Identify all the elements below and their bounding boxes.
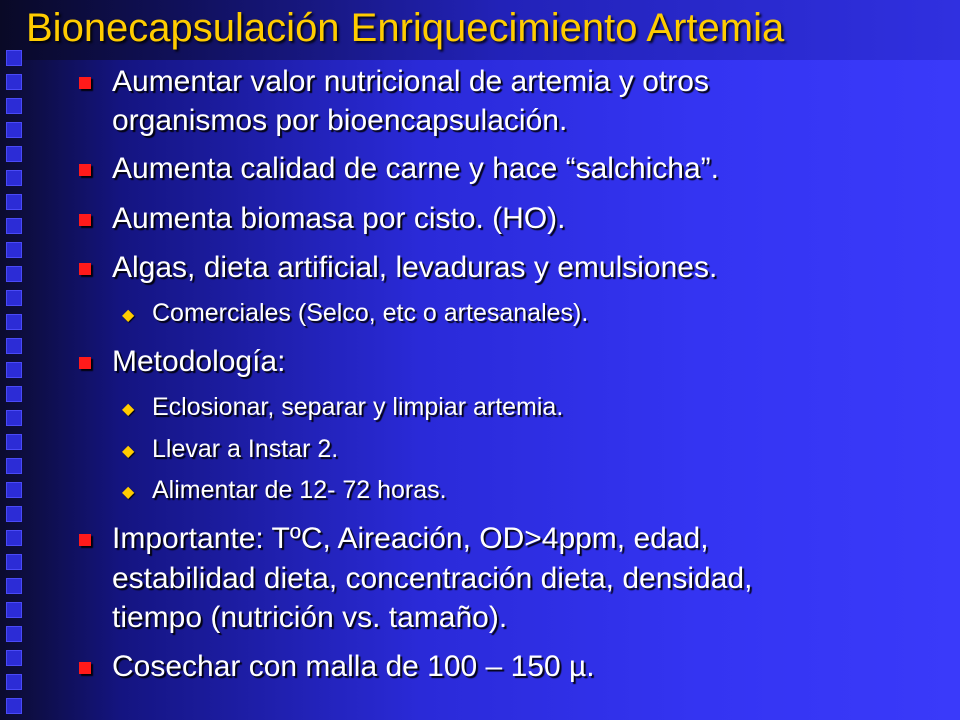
bullet-2-line-1: Aumenta calidad de carne y hace “salchicha”. xyxy=(112,152,720,185)
decorative-square xyxy=(6,674,22,690)
decorative-square xyxy=(6,698,22,714)
decorative-square xyxy=(6,50,22,66)
decorative-square xyxy=(6,194,22,210)
square-bullet-icon xyxy=(79,662,91,674)
decorative-square xyxy=(6,506,22,522)
bullet-5-sub-2: Llevar a Instar 2. xyxy=(152,435,339,463)
bullet-7-line-1: Cosechar con malla de 100 – 150 µ. xyxy=(112,650,595,683)
diamond-bullet-icon: ◆ xyxy=(122,307,135,324)
decorative-square xyxy=(6,650,22,666)
decorative-square xyxy=(6,578,22,594)
slide-title: Bionecapsulación Enriquecimiento Artemia xyxy=(26,6,785,50)
bullet-3-line-1: Aumenta biomasa por cisto. (HO). xyxy=(112,202,566,235)
decorative-square xyxy=(6,122,22,138)
decorative-square xyxy=(6,434,22,450)
decorative-square xyxy=(6,314,22,330)
bullet-5-sub-1: Eclosionar, separar y limpiar artemia. xyxy=(152,393,564,421)
bullet-4-sub-1: Comerciales (Selco, etc o artesanales). xyxy=(152,299,589,327)
decorative-square xyxy=(6,266,22,282)
decorative-square xyxy=(6,170,22,186)
bullet-1-line-2: organismos por bioencapsulación. xyxy=(112,104,568,137)
square-bullet-icon xyxy=(79,263,91,275)
decorative-square xyxy=(6,410,22,426)
decorative-square xyxy=(6,290,22,306)
bullet-6-line-3: tiempo (nutrición vs. tamaño). xyxy=(112,601,508,634)
diamond-bullet-icon: ◆ xyxy=(122,443,135,460)
decorative-square xyxy=(6,146,22,162)
diamond-bullet-icon: ◆ xyxy=(122,484,135,501)
bullet-6-line-1: Importante: TºC, Aireación, OD>4ppm, edad, xyxy=(112,522,709,555)
square-bullet-icon xyxy=(79,357,91,369)
decorative-square xyxy=(6,482,22,498)
bullet-5-sub-3: Alimentar de 12- 72 horas. xyxy=(152,476,447,504)
square-bullet-icon xyxy=(79,214,91,226)
decorative-square xyxy=(6,98,22,114)
decorative-square xyxy=(6,242,22,258)
decorative-square xyxy=(6,74,22,90)
decorative-square xyxy=(6,602,22,618)
decorative-square xyxy=(6,338,22,354)
decorative-square xyxy=(6,218,22,234)
decorative-square xyxy=(6,362,22,378)
decorative-square xyxy=(6,386,22,402)
bullet-6-line-2: estabilidad dieta, concentración dieta, densidad, xyxy=(112,562,753,595)
decorative-square xyxy=(6,458,22,474)
bullet-4-line-1: Algas, dieta artificial, levaduras y emulsiones. xyxy=(112,251,718,284)
square-bullet-icon xyxy=(79,534,91,546)
decorative-square-column xyxy=(0,40,30,720)
bullet-5-line-1: Metodología: xyxy=(112,345,286,378)
diamond-bullet-icon: ◆ xyxy=(122,401,135,418)
square-bullet-icon xyxy=(79,164,91,176)
decorative-square xyxy=(6,626,22,642)
square-bullet-icon xyxy=(79,77,91,89)
decorative-square xyxy=(6,554,22,570)
decorative-square xyxy=(6,530,22,546)
bullet-1-line-1: Aumentar valor nutricional de artemia y otros xyxy=(112,65,709,98)
